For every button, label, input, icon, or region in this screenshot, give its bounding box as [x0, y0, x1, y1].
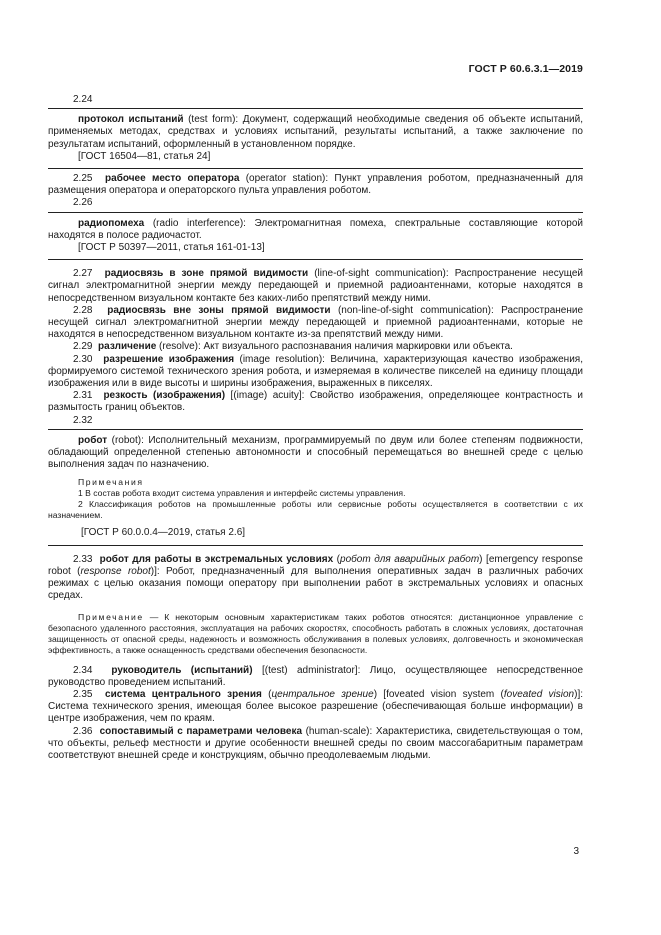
definition-text: робот (robot): Исполнительный механизм, программируемый по двум или более степеням подвижности, обладающий определенной степенью автономности и способный перемещаться во внешней среде с целью выполнения задач по назначению.: [48, 434, 583, 471]
note-item: 1 В состав робота входит система управления и интерфейс системы управления.: [78, 488, 406, 499]
definition-box: [48, 212, 583, 261]
source-reference: [ГОСТ 16504—81, статья 24]: [78, 150, 211, 162]
term: рабочее место оператора: [105, 173, 240, 185]
definition-text: протокол испытаний (test form): Документ, содержащий необходимые сведения об объекте испытаний, применяемых методах, средствах и условиях испытаний, результаты испытаний, а также заключение по результатам испытаний, оформленный в установленном порядке.: [48, 114, 583, 150]
note-paragraph: Примечание — К некоторым основным характеристикам таких роботов относятся: дистанционное управление с безопасного удаленного расстояния, эксплуатация на рабочих скоростях, способность работать в сложных условиях, достаточная защищенность от опасной среды, надежность и возможность обслуживания в полевых условиях, долговечность и экономическая эффективность, а также оснащенность средствами обеспечения безопасности.: [48, 611, 583, 655]
definition-box: [48, 429, 583, 546]
document-content: [48, 94, 583, 762]
term: руководитель (испытаний): [111, 664, 253, 676]
definition-text: 2.34 руководитель (испытаний) [(test) administrator]: Лицо, осуществляющее непосредственное руководство проведением испытаний.: [48, 664, 584, 688]
term: разрешение изображения: [103, 353, 235, 365]
page-number: 3: [573, 846, 579, 857]
term: различение: [98, 341, 157, 353]
entry-number: 2.26: [73, 197, 93, 209]
term: система центрального зрения: [105, 688, 262, 700]
definition-text: 2.33 робот для работы в экстремальных условиях (робот для аварийных работ) [emergency response robot (response robot)]: Робот, предназначенный для выполнения оперативных задач в различных рабочих режимах с целью оказания помощи оператору при выполнении работ в экстремальных условиях и опасных средах.: [48, 553, 584, 602]
entry-number: 2.24: [73, 94, 93, 105]
definition-text: радиопомеха (radio interference): Электромагнитная помеха, спектральные составляющие которой находятся в полосе радиочастот.: [48, 217, 583, 241]
definition-box: [48, 108, 583, 169]
definition-text: 2.29 различение (resolve): Акт визуального распознавания наличия маркировки или объекта.: [73, 341, 513, 353]
definition-text: 2.36 сопоставимый с параметрами человека (human-scale): Характеристика, свидетельствующая о том, что объекты, рельеф местности и другие особенности внешней среды по своим массогабаритным параметрам соответствуют внешней среде и конструкциям, обычно преодолеваемым людьми.: [48, 725, 583, 761]
entry-number: 2.32: [73, 414, 93, 426]
source-reference: [ГОСТ Р 50397—2011, статья 161-01-13]: [78, 242, 265, 254]
term: радиосвязь вне зоны прямой видимости: [107, 304, 331, 316]
synonym: робот для аварийных работ: [340, 553, 480, 565]
note-lead: Примечание: [78, 611, 144, 622]
definition-text: 2.35 система центрального зрения (центральное зрение) [foveated vision system (foveated vision)]: Система технического зрения, имеющая более высокое разрешение (обеспечивающая больше информации) в центре изображения, чем по краям.: [48, 688, 584, 725]
term: сопоставимый с параметрами человека: [99, 725, 303, 737]
definition-text: 2.31 резкость (изображения) [(image) acuity]: Свойство изображения, определяющее контрастность и размытость границ объектов.: [48, 390, 584, 414]
term: протокол испытаний: [78, 114, 184, 126]
document-header: ГОСТ Р 60.6.3.1—2019: [468, 63, 583, 75]
term: робот: [78, 434, 108, 446]
definition-text: 2.30 разрешение изображения (image resolution): Величина, характеризующая качество изображения, формируемого системой технического зрения робота, и измеряемая в количестве пикселей на единицу площади изображения или в виде высоты и ширины изображения, выраженных в пикселях.: [48, 353, 583, 390]
term: робот для работы в экстремальных условиях: [99, 553, 334, 565]
synonym-en: response robot: [80, 565, 151, 577]
source-reference: [ГОСТ Р 60.0.0.4—2019, статья 2.6]: [81, 527, 246, 539]
definition-text: 2.27 радиосвязь в зоне прямой видимости (line-of-sight communication): Распространение несущей сигнал электромагнитной энергии между передающей и приемной радиоантеннами, которые находятся в непосредственном визуальном контакте без каких-либо препятствий между ними.: [48, 268, 583, 304]
synonym: центральное зрение: [271, 688, 374, 700]
definition-text: 2.25 рабочее место оператора (operator station): Пункт управления роботом, предназначенный для размещения оператора и операторского пульта управления роботом.: [48, 173, 583, 197]
notes-heading: Примечания: [78, 477, 144, 488]
definition-text: 2.28 радиосвязь вне зоны прямой видимости (non-line-of-sight communication): Распространение несущей сигнал электромагнитной энергии между передающей и приемной радиоантеннами, которые не находятся в непосредственном визуальном контакте из-за препятствий между ними.: [48, 304, 584, 341]
note-item: 2 Классификация роботов на промышленные роботы или сервисные роботы осуществляется в соответствии с их назначением.: [48, 499, 583, 521]
term: резкость (изображения): [103, 390, 226, 402]
synonym-en: foveated vision: [503, 688, 575, 700]
term: радиопомеха: [78, 217, 145, 229]
term: радиосвязь в зоне прямой видимости: [104, 268, 309, 280]
